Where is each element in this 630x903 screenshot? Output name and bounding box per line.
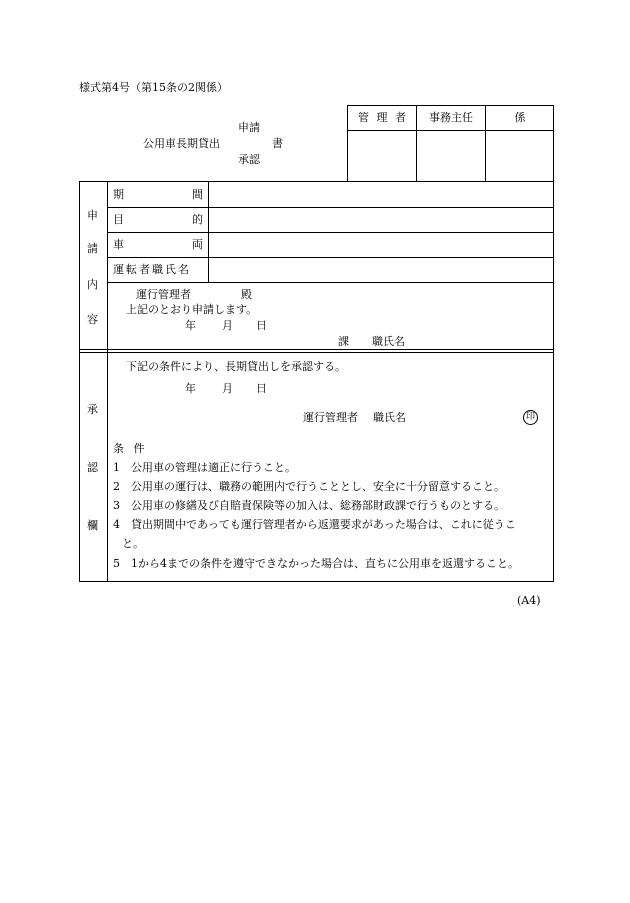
stamp-header-chief: 事務主任 <box>429 111 473 124</box>
condition-number: 1 <box>113 461 120 474</box>
paper-size-note: (A4) <box>517 594 541 607</box>
field-label-vehicle: 車 両 <box>113 238 203 251</box>
applicant-name-label: 職氏名 <box>372 335 405 348</box>
side-label-char: 申 <box>87 209 98 222</box>
side-label-char: 請 <box>87 242 98 255</box>
side-label-char: 欄 <box>87 519 98 532</box>
field-label-period: 期 間 <box>113 188 203 201</box>
approval-date-day: 日 <box>256 382 267 395</box>
condition-text: 公用車の運行は、職務の範囲内で行うこととし、安全に十分留意すること。 <box>131 480 505 493</box>
field-label-purpose: 目 的 <box>113 213 203 226</box>
title-main: 公用車長期貸出 <box>143 137 220 150</box>
title-option-apply: 申請 <box>238 121 260 134</box>
conditions-title: 条 件 <box>113 442 145 455</box>
section-label: 課 <box>338 335 349 348</box>
side-label-char: 認 <box>87 461 98 474</box>
title-option-approve: 承認 <box>238 153 260 166</box>
approval-name-label: 職氏名 <box>373 411 406 424</box>
stamp-header-staff: 係 <box>514 111 526 124</box>
condition-number: 4 <box>113 518 120 531</box>
addressee: 運行管理者 <box>136 288 191 301</box>
condition-text: 公用車の修繕及び自賠責保険等の加入は、総務部財政課で行うものとする。 <box>131 499 505 512</box>
approval-signer: 運行管理者 <box>303 411 358 424</box>
application-statement: 上記のとおり申請します。 <box>126 303 258 316</box>
seal-mark: 印 <box>523 410 538 425</box>
date-month: 月 <box>222 319 233 332</box>
field-label-driver: 運転者職氏名 <box>113 263 191 276</box>
approval-date-year: 年 <box>185 382 196 395</box>
condition-text: 貸出期間中であっても運行管理者から返還要求があった場合は、これに従うこ <box>131 518 516 531</box>
date-year: 年 <box>185 319 196 332</box>
form-number: 様式第4号（第15条の2関係） <box>79 81 228 94</box>
condition-text: 1から4までの条件を遵守できなかった場合は、直ちに公用車を返還すること。 <box>131 557 519 570</box>
title-suffix: 書 <box>272 137 283 150</box>
condition-text: 公用車の管理は適正に行うこと。 <box>131 461 296 474</box>
date-day: 日 <box>256 319 267 332</box>
condition-text-continuation: と。 <box>122 537 144 550</box>
side-label-char: 容 <box>87 313 98 326</box>
stamp-header-manager: 管 理 者 <box>358 111 406 124</box>
condition-number: 5 <box>113 557 120 570</box>
side-label-char: 承 <box>87 403 98 416</box>
approval-statement: 下記の条件により、長期貸出しを承認する。 <box>126 360 346 373</box>
condition-number: 3 <box>113 499 120 512</box>
condition-number: 2 <box>113 480 120 493</box>
approval-date-month: 月 <box>222 382 233 395</box>
honorific: 殿 <box>241 288 252 301</box>
side-label-char: 内 <box>87 278 98 291</box>
